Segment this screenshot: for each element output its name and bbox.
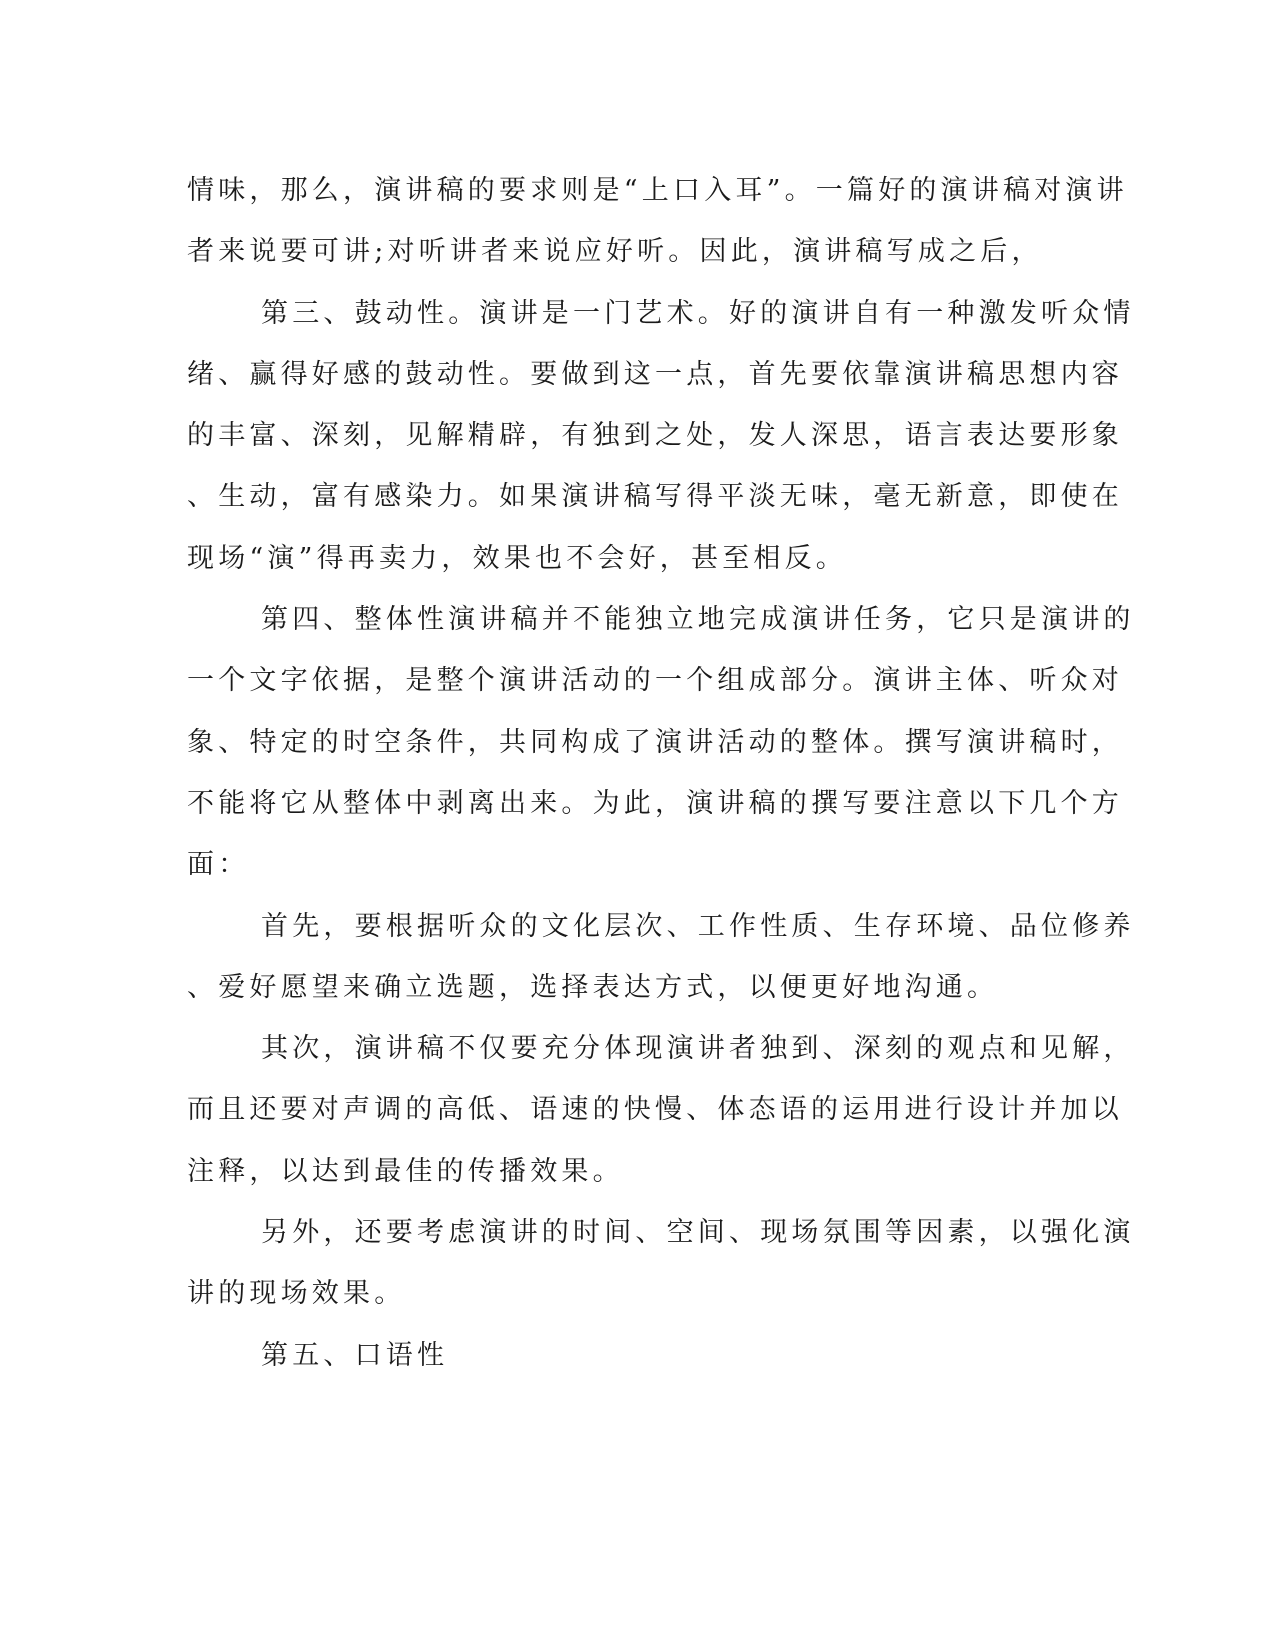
text-line: 绪、赢得好感的鼓动性。要做到这一点，首先要依靠演讲稿思想内容 bbox=[187, 358, 1123, 390]
text-line: 、生动，富有感染力。如果演讲稿写得平淡无味，毫无新意，即使在 bbox=[187, 481, 1123, 513]
text-line: 、爱好愿望来确立选题，选择表达方式，以便更好地沟通。 bbox=[187, 971, 999, 1003]
text-line: 不能将它从整体中剥离出来。为此，演讲稿的撰写要注意以下几个方 bbox=[187, 787, 1123, 819]
paragraph-start-line: 第三、鼓动性。演讲是一门艺术。好的演讲自有一种激发听众情 bbox=[261, 297, 1135, 329]
text-line: 讲的现场效果。 bbox=[187, 1278, 406, 1310]
text-line: 现场“演”得再卖力，效果也不会好，甚至相反。 bbox=[187, 542, 848, 574]
document-body bbox=[187, 160, 1135, 1386]
text-line: 的丰富、深刻，见解精辟，有独到之处，发人深思，语言表达要形象 bbox=[187, 420, 1123, 452]
text-line: 注释，以达到最佳的传播效果。 bbox=[187, 1155, 624, 1187]
text-line: 者来说要可讲;对听讲者来说应好听。因此，演讲稿写成之后， bbox=[187, 236, 1043, 268]
text-line: 面： bbox=[187, 849, 250, 881]
paragraph-start-line: 第五、口语性 bbox=[261, 1339, 449, 1371]
text-line: 而且还要对声调的高低、语速的快慢、体态语的运用进行设计并加以 bbox=[187, 1094, 1123, 1126]
paragraph-start-line: 首先，要根据听众的文化层次、工作性质、生存环境、品位修养 bbox=[261, 910, 1135, 942]
paragraph-start-line: 第四、整体性演讲稿并不能独立地完成演讲任务，它只是演讲的 bbox=[261, 604, 1135, 636]
text-line: 象、特定的时空条件，共同构成了演讲活动的整体。撰写演讲稿时， bbox=[187, 726, 1123, 758]
paragraph-start-line: 其次，演讲稿不仅要充分体现演讲者独到、深刻的观点和见解， bbox=[261, 1033, 1135, 1065]
text-line: 一个文字依据，是整个演讲活动的一个组成部分。演讲主体、听众对 bbox=[187, 665, 1123, 697]
paragraph-start-line: 另外，还要考虑演讲的时间、空间、现场氛围等因素，以强化演 bbox=[261, 1217, 1135, 1249]
text-line: 情味，那么，演讲稿的要求则是“上口入耳”。一篇好的演讲稿对演讲 bbox=[187, 175, 1128, 206]
